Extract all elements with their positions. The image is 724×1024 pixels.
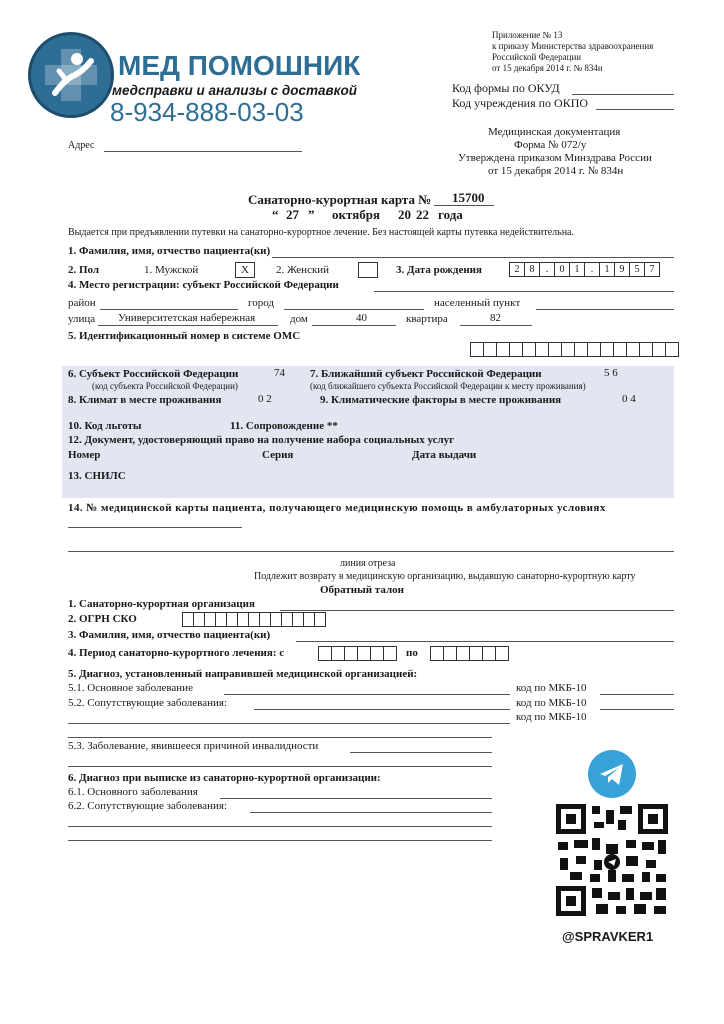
birth-date-cells[interactable] [509, 262, 660, 277]
birth-date-cell: 8 [525, 262, 540, 277]
card-number: 15700 [452, 190, 485, 205]
birth-date-cell: 5 [630, 262, 645, 277]
form-number: Форма № 072/у [514, 139, 587, 151]
birth-date-cell: 9 [615, 262, 630, 277]
doc-number-label: Номер [68, 449, 101, 461]
appendix-line: Российской Федерации [492, 52, 582, 62]
field-oms-number: 5. Идентификационный номер в системе ОМС [68, 330, 301, 342]
street-label: улица [68, 313, 96, 325]
ogrn-cells[interactable] [182, 612, 326, 627]
coupon-period: 4. Период санаторно-курортного лечения: с [68, 647, 285, 659]
mkb-code-label: код по МКБ-10 [516, 697, 587, 709]
coupon-ogrn: 2. ОГРН СКО [68, 613, 137, 625]
card-title: Санаторно-курортная карта № [248, 192, 432, 207]
card-year-suffix: 22 [416, 207, 429, 222]
brand-tagline: медсправки и анализы с доставкой [112, 83, 358, 98]
field-escort: 11. Сопровождение ** [230, 420, 338, 432]
birth-date-cell: 2 [509, 262, 525, 277]
settlement-label: населенный пункт [434, 297, 521, 309]
notice: Выдается при предъявлении путевки на санаторно-курортное лечение. Без настоящей карты путевка недействительна. [68, 227, 574, 238]
telegram-icon[interactable] [588, 750, 636, 798]
climate-factors-code: 0 4 [622, 393, 636, 405]
year-word: года [438, 207, 463, 222]
brand-phone[interactable]: 8-934-888-03-03 [110, 97, 304, 127]
house-value: 40 [356, 312, 367, 324]
field-climate: 8. Климат в месте проживания [68, 394, 222, 406]
field-birth-date: 3. Дата рождения [396, 264, 482, 276]
house-label: дом [290, 313, 308, 325]
address-label: Адрес [68, 140, 95, 151]
coupon-sanatorium: 1. Санаторно-курортная организация [68, 598, 255, 610]
period-to-label: по [406, 647, 418, 659]
field-benefit-code: 10. Код льготы [68, 420, 142, 432]
nearest-subject-code: 5 6 [604, 367, 618, 379]
field-medical-card: 14. № медицинской карты пациента, получающего медицинскую помощь в амбулаторных условиях [68, 502, 606, 514]
oms-number-cells[interactable] [470, 342, 679, 357]
field-subject: 6. Субъект Российской Федерации [68, 368, 239, 380]
male-checkbox[interactable]: X [235, 262, 255, 278]
comorbid-label: 5.2. Сопутствующие заболевания: [68, 697, 228, 709]
coupon-discharge-diagnosis: 6. Диагноз при выписке из санаторно-курортной организации: [68, 772, 381, 784]
female-checkbox[interactable] [358, 262, 378, 278]
mkb-code-label: код по МКБ-10 [516, 682, 587, 694]
subject-code: 74 [274, 367, 285, 379]
nearest-subject-note: (код ближайшего субъекта Российской Федерации к месту проживания) [310, 381, 586, 391]
doc-type: Медицинская документация [488, 126, 621, 138]
street-value: Университетская набережная [118, 312, 256, 324]
sex-male: 1. Мужской [144, 264, 199, 276]
doc-series-label: Серия [262, 449, 294, 461]
birth-date-cell: . [585, 262, 600, 277]
discharge-main-label: 6.1. Основного заболевания [68, 786, 198, 798]
okpo-label: Код учреждения по ОКПО [452, 96, 589, 110]
appendix-line: от 15 декабря 2014 г. № 834н [492, 63, 603, 73]
birth-date-cell: . [540, 262, 555, 277]
field-full-name: 1. Фамилия, имя, отчество пациента(ки) [68, 245, 271, 257]
card-day: 27 [286, 207, 299, 222]
mkb-code-label: код по МКБ-10 [516, 711, 587, 723]
sex-female: 2. Женский [276, 264, 330, 276]
birth-date-cell: 1 [600, 262, 615, 277]
coupon-title: Обратный талон [320, 584, 404, 596]
quote-close: ” [308, 207, 315, 222]
appendix-line: к приказу Министерства здравоохранения [492, 41, 654, 51]
qr-code-icon[interactable] [556, 804, 668, 916]
card-year-prefix: 20 [398, 207, 411, 222]
field-climate-factors: 9. Климатические факторы в месте проживания [320, 394, 562, 406]
field-registration: 4. Место регистрации: субъект Российской Федерации [68, 279, 339, 291]
field-nearest-subject: 7. Ближайший субъект Российской Федерации [310, 368, 542, 380]
field-snils: 13. СНИЛС [68, 470, 126, 482]
brand-name: МЕД ПОМОШНИК [118, 50, 361, 81]
birth-date-cell: 1 [570, 262, 585, 277]
climate-code: 0 2 [258, 393, 272, 405]
period-to-cells[interactable] [430, 646, 509, 661]
approval-date: от 15 декабря 2014 г. № 834н [488, 165, 624, 177]
subject-note: (код субъекта Российской Федерации) [92, 381, 238, 391]
doc-issue-date-label: Дата выдачи [412, 449, 477, 461]
field-sex: 2. Пол [68, 264, 100, 276]
return-note: Подлежит возврату в медицинскую организацию, выдавшую санаторно-курортную карту [254, 571, 636, 582]
appendix-line: Приложение № 13 [492, 30, 563, 40]
coupon-referral-diagnosis: 5. Диагноз, установленный направившей медицинской организацией: [68, 668, 418, 680]
coupon-full-name: 3. Фамилия, имя, отчество пациента(ки) [68, 629, 271, 641]
city-label: город [248, 297, 275, 309]
okud-label: Код формы по ОКУД [452, 81, 560, 95]
cut-line-label: линия отреза [340, 558, 396, 569]
apartment-label: квартира [406, 313, 448, 325]
field-social-document: 12. Документ, удостоверяющий право на получение набора социальных услуг [68, 434, 455, 446]
main-disease-label: 5.1. Основное заболевание [68, 682, 193, 694]
promo-handle[interactable]: @SPRAVKER1 [562, 929, 654, 944]
apartment-value: 82 [490, 312, 501, 324]
quote-open: “ [272, 207, 279, 222]
brand-logo-icon [28, 32, 114, 118]
card-month: октября [332, 207, 381, 222]
district-label: район [68, 297, 96, 309]
disability-disease-label: 5.3. Заболевание, явившееся причиной инвалидности [68, 740, 319, 752]
discharge-comorbid-label: 6.2. Сопутствующие заболевания: [68, 800, 228, 812]
period-from-cells[interactable] [318, 646, 397, 661]
birth-date-cell: 0 [555, 262, 570, 277]
approval-line: Утверждена приказом Минздрава России [458, 152, 652, 164]
birth-date-cell: 7 [645, 262, 660, 277]
